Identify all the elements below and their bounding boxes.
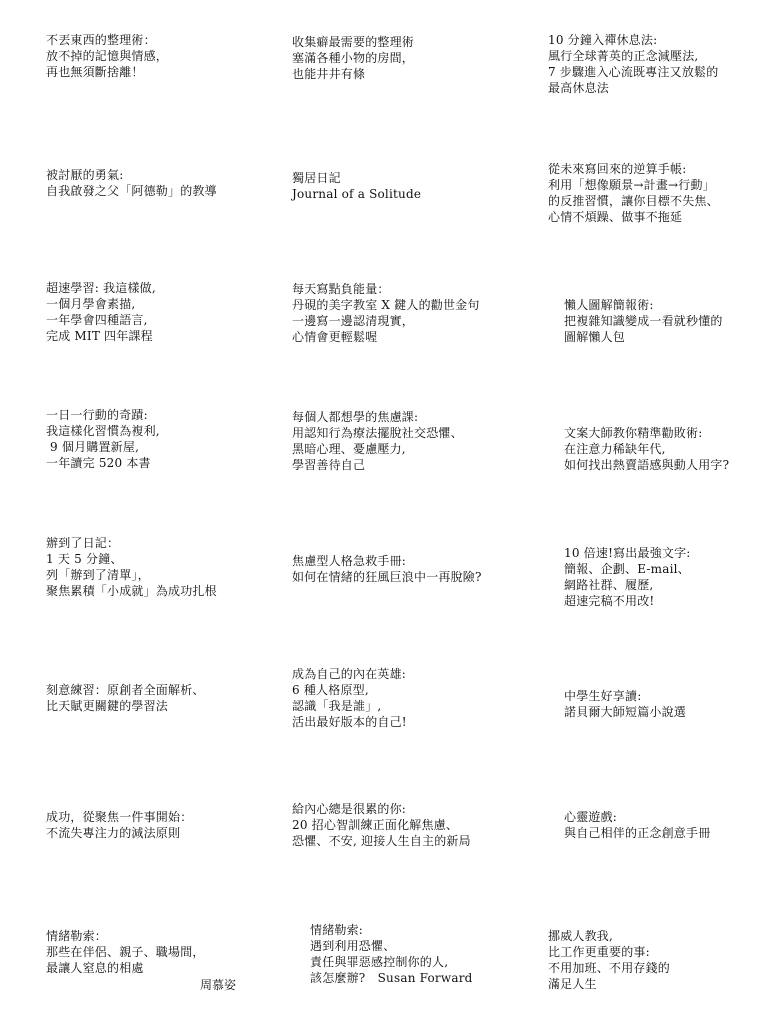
title-line: 我這樣化習慣為複利, <box>46 424 160 438</box>
title-line: 把複雜知識變成一看就秒懂的 <box>564 314 723 328</box>
title-line: 心情會更輕鬆喔 <box>292 330 378 344</box>
title-line: 認識「我是誰」, <box>292 699 382 713</box>
book-title-18 <box>564 688 686 720</box>
title-line: 20 招心智訓練正面化解焦慮、 <box>292 818 459 832</box>
title-line: 學習善待自己 <box>292 458 366 472</box>
title-line: 的反推習慣，讓你目標不失焦、 <box>548 194 719 208</box>
title-line: 挪威人教我, <box>548 929 614 943</box>
book-title-12 <box>564 425 729 473</box>
title-line: 如何找出熱賣語感與動人用字? <box>564 458 730 472</box>
book-title-3 <box>548 32 718 96</box>
book-title-1 <box>46 32 168 80</box>
title-line: 10 分鐘入禪休息法: <box>548 33 658 47</box>
title-line: 與自己相伴的正念創意手冊 <box>564 826 711 840</box>
book-title-19 <box>46 809 192 841</box>
title-line: 也能井井有條 <box>292 67 366 81</box>
title-line: 恐懼、不安, 迎接人生自主的新局 <box>292 834 471 848</box>
title-line: 情緒勒索： <box>46 929 108 943</box>
title-line: 責任與罪惡感控制你的人, <box>310 955 449 969</box>
title-line: 最讓人窒息的相處 <box>46 961 144 975</box>
book-title-11 <box>292 409 463 473</box>
title-line: 那些在伴侶、親子、職場間， <box>46 945 205 959</box>
title-line: 不丟東西的整理術： <box>46 33 156 47</box>
title-line: 聚焦累積「小成就」為成功扎根 <box>46 584 217 598</box>
title-line: 塞滿各種小物的房間， <box>292 51 415 65</box>
title-line: 每個人都想學的焦慮課: <box>292 410 419 424</box>
book-title-13 <box>46 535 217 599</box>
book-title-7 <box>46 280 156 344</box>
title-line: 最高休息法 <box>548 81 610 95</box>
title-line: 刻意練習：原創者全面解析、 <box>46 683 205 697</box>
title-line: 心情不煩躁、做事不拖延 <box>548 210 683 224</box>
title-line: Journal of a Solitude <box>292 187 422 201</box>
title-line: 收集癖最需要的整理術 <box>292 35 415 49</box>
book-title-20 <box>292 801 471 849</box>
title-line: 黑暗心理、憂慮壓力, <box>292 442 406 456</box>
book-title-10 <box>46 407 160 471</box>
title-line: 用認知行為療法擺脫社交恐懼、 <box>292 426 463 440</box>
title-line: 成為自己的內在英雄: <box>292 667 407 681</box>
title-line: 6 種人格原型, <box>292 683 369 697</box>
title-line: 辦到了日記： <box>46 536 120 550</box>
book-title-2 <box>292 34 414 82</box>
title-line: 再也無須斷捨離！ <box>46 65 144 79</box>
title-line: 不流失專注力的減法原則 <box>46 826 181 840</box>
title-line: 利用「想像願景→計畫→行動」 <box>548 178 715 192</box>
title-line: 一邊寫一邊認清現實， <box>292 314 415 328</box>
title-line: 諾貝爾大師短篇小說選 <box>564 705 687 719</box>
title-line: 1 天 5 分鐘、 <box>46 552 123 566</box>
title-line: 給內心總是很累的你: <box>292 802 407 816</box>
title-line: 丹硯的美字教室 X 鍵人的勸世金句 <box>292 298 480 312</box>
title-line: 焦慮型人格急救手冊: <box>292 554 407 568</box>
book-title-6 <box>548 161 719 225</box>
book-title-4 <box>46 167 217 199</box>
title-line: 中學生好享讀: <box>564 689 642 703</box>
title-line: 風行全球菁英的正念減壓法, <box>548 49 699 63</box>
title-line: 一年學會四種語言, <box>46 313 148 327</box>
book-title-16 <box>46 682 205 714</box>
title-line: 簡報、企劃、E-mail、 <box>564 562 690 576</box>
title-line: 一年讀完 520 本書 <box>46 456 151 470</box>
title-line: 每天寫點負能量： <box>292 282 390 296</box>
title-line: 情緒勒索: <box>310 923 364 937</box>
title-line: 放不掉的記憶與情感， <box>46 49 169 63</box>
title-line: 超速學習: 我這樣做, <box>46 281 156 295</box>
book-title-17 <box>292 666 407 730</box>
book-title-23 <box>310 922 473 986</box>
title-line: 自我啟發之父「阿德勒」的教導 <box>46 184 217 198</box>
title-line: 超速完稿不用改! <box>564 594 655 608</box>
title-line: 比工作更重要的事: <box>548 945 650 959</box>
title-line: 被討厭的勇氣: <box>46 168 124 182</box>
title-line: 滿足人生 <box>548 977 597 991</box>
title-line: 完成 MIT 四年課程 <box>46 329 153 343</box>
title-line: 網路社群、履歷, <box>564 578 654 592</box>
title-line: 10 倍速!寫出最強文字: <box>564 546 691 560</box>
title-line: 從未來寫回來的逆算手帳: <box>548 162 687 176</box>
title-line: 在注意力稀缺年代, <box>564 442 666 456</box>
book-title-22 <box>46 928 205 976</box>
title-line: 該怎麼辦? Susan Forward <box>310 971 473 985</box>
title-line: 文案大師教你精準勸敗術: <box>564 426 703 440</box>
book-title-5 <box>292 170 421 202</box>
title-line: 比天賦更關鍵的學習法 <box>46 699 169 713</box>
book-title-15 <box>564 545 691 609</box>
book-title-8 <box>292 281 480 345</box>
book-title-21 <box>564 809 710 841</box>
book-title-14 <box>292 553 482 585</box>
title-line: 遇到利用恐懼、 <box>310 939 396 953</box>
title-line: 7 步驟進入心流既專注又放鬆的 <box>548 65 719 79</box>
title-line: 9 個月購置新屋, <box>46 440 140 454</box>
title-line: 懶人圖解簡報術: <box>564 298 654 312</box>
title-line: 獨居日記 <box>292 171 341 185</box>
title-line: 活出最好版本的自己! <box>292 715 407 729</box>
title-line: 列「辦到了清單」， <box>46 568 150 582</box>
title-line: 心靈遊戲: <box>564 810 618 824</box>
title-line: 圖解懶人包 <box>564 330 626 344</box>
title-line: 如何在情緒的狂風巨浪中一再脫險? <box>292 570 482 584</box>
book-author: 周慕姿 <box>200 978 237 992</box>
book-title-9 <box>564 297 723 345</box>
title-line: 一日一行動的奇蹟: <box>46 408 148 422</box>
title-line: 一個月學會素描, <box>46 297 136 311</box>
book-title-24 <box>548 928 670 992</box>
title-line: 不用加班、不用存錢的 <box>548 961 671 975</box>
title-line: 成功，從聚焦一件事開始： <box>46 810 193 824</box>
